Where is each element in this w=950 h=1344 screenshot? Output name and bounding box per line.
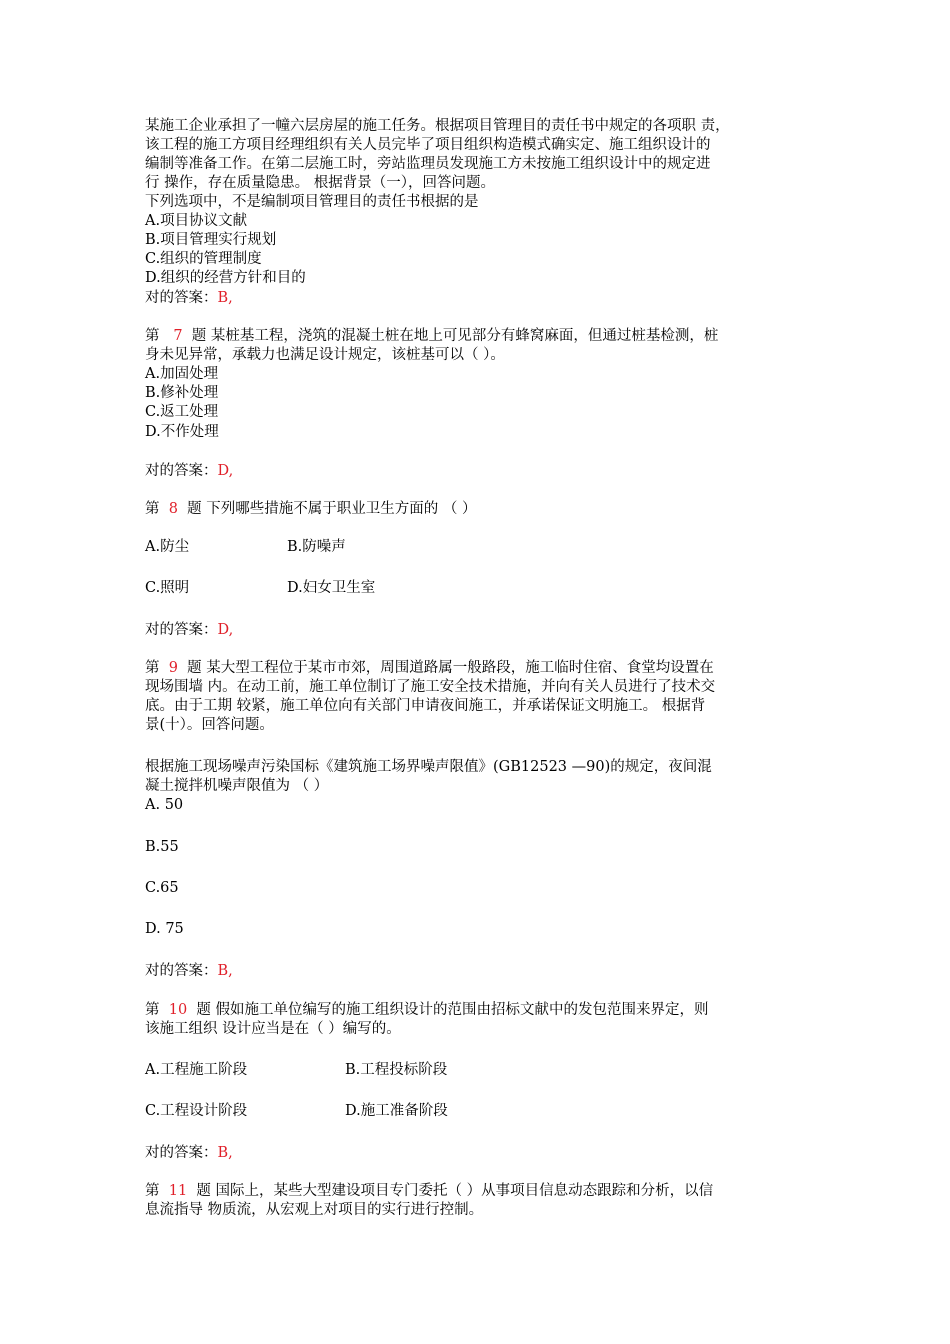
- q8-option-b: B.防噪声: [287, 539, 346, 555]
- q9-option-b: B.55: [145, 839, 179, 855]
- answer-label: 对的答案：: [145, 963, 218, 979]
- q6-line-1: 某施工企业承担了一幢六层房屋的施工任务。根据项目管理目的责任书中规定的各项职 责，: [145, 118, 730, 134]
- q9-line-1: [145, 659, 714, 678]
- q10-line-2: 该施工组织 设计应当是在（ ）编写的。: [145, 1021, 401, 1037]
- q8-answer: [145, 621, 233, 640]
- answer-value: D,: [217, 622, 234, 638]
- answer-label: 对的答案：: [145, 463, 218, 479]
- q9-line-3: 底。由于工期 较紧，施工单位向有关部门申请夜间施工，并承诺保证文明施工。 根据背: [145, 698, 706, 714]
- q6-line-4: 行 操作，存在质量隐患。 根据背景（一），回答问题。: [145, 175, 495, 191]
- question-prefix: 第: [145, 328, 160, 344]
- q8-stem: [145, 500, 477, 519]
- q7-option-d: D.不作处理: [145, 424, 219, 440]
- answer-value: B,: [217, 290, 233, 306]
- answer-label: 对的答案：: [145, 1145, 218, 1161]
- q11-line-2: 息流指导 物质流，从宏观上对项目的实行进行控制。: [145, 1202, 484, 1218]
- q6-option-d: D.组织的经营方针和目的: [145, 270, 306, 286]
- q9-sub-line-1: 根据施工现场噪声污染国标《建筑施工场界噪声限值》(GB12523 —90)的规定，夜间混: [145, 759, 712, 775]
- question-stem: 题 某大型工程位于某市市郊，周围道路属一般路段，施工临时住宿、食堂均设置在: [187, 660, 714, 676]
- question-prefix: 第: [145, 1002, 160, 1018]
- q7-answer: [145, 462, 233, 481]
- q9-line-4: 景(十）。回答问题。: [145, 717, 274, 733]
- question-number: 10: [168, 1002, 188, 1018]
- answer-label: 对的答案：: [145, 622, 218, 638]
- q10-option-c: C.工程设计阶段: [145, 1103, 248, 1119]
- question-prefix: 第: [145, 1183, 160, 1199]
- q11-line-1: [145, 1182, 713, 1201]
- question-stem: 题 下列哪些措施不属于职业卫生方面的 （ ）: [187, 501, 477, 517]
- q9-line-2: 现场围墙 内。在动工前，施工单位制订了施工安全技术措施，并向有关人员进行了技术交: [145, 679, 716, 695]
- q8-option-c: C.照明: [145, 580, 190, 596]
- q10-line-1: [145, 1001, 709, 1020]
- answer-value: B,: [217, 1145, 233, 1161]
- q6-line-3: 编制等准备工作。在第二层施工时，旁站监理员发现施工方未按施工组织设计中的规定进: [145, 156, 711, 172]
- question-prefix: 第: [145, 660, 160, 676]
- q10-option-b: B.工程投标阶段: [345, 1062, 448, 1078]
- q9-answer: [145, 962, 233, 981]
- q9-option-c: C.65: [145, 880, 179, 896]
- q7-option-a: A.加固处理: [145, 366, 219, 382]
- answer-label: 对的答案：: [145, 290, 218, 306]
- q9-option-a: A. 50: [145, 797, 184, 813]
- q6-option-a: A.项目协议文献: [145, 213, 248, 229]
- question-number: 7: [173, 328, 183, 344]
- question-stem: 题 国际上，某些大型建设项目专门委托（ ）从事项目信息动态跟踪和分析，以信: [196, 1183, 714, 1199]
- q6-option-c: C.组织的管理制度: [145, 251, 262, 267]
- question-prefix: 第: [145, 501, 160, 517]
- q10-option-d: D.施工准备阶段: [345, 1103, 448, 1119]
- q8-option-a: A.防尘: [145, 539, 190, 555]
- q10-option-a: A.工程施工阶段: [145, 1062, 248, 1078]
- q10-answer: [145, 1144, 233, 1163]
- q6-option-b: B.项目管理实行规划: [145, 232, 277, 248]
- q8-option-d: D.妇女卫生室: [287, 580, 376, 596]
- q6-answer: [145, 289, 233, 308]
- question-number: 9: [168, 660, 178, 676]
- q7-line-1: [145, 327, 718, 346]
- q7-option-b: B.修补处理: [145, 385, 219, 401]
- question-number: 11: [168, 1183, 188, 1199]
- question-stem: 题 某桩基工程，浇筑的混凝土桩在地上可见部分有蜂窝麻面，但通过桩基检测，桩: [191, 328, 719, 344]
- q6-line-5: 下列选项中，不是编制项目管理目的责任书根据的是: [145, 194, 479, 210]
- answer-value: B,: [217, 963, 233, 979]
- q9-sub-line-2: 凝土搅拌机噪声限值为 （ ）: [145, 778, 329, 794]
- q7-option-c: C.返工处理: [145, 404, 219, 420]
- q9-option-d: D. 75: [145, 921, 184, 937]
- question-number: 8: [168, 501, 178, 517]
- question-stem: 题 假如施工单位编写的施工组织设计的范围由招标文献中的发包范围来界定，则: [196, 1002, 709, 1018]
- answer-value: D,: [217, 463, 234, 479]
- q7-line-2: 身未见异常，承载力也满足设计规定，该桩基可以（ ）。: [145, 347, 505, 363]
- q6-line-2: 该工程的施工方项目经理组织有关人员完毕了项目组织构造模式确实定、施工组织设计的: [145, 137, 711, 153]
